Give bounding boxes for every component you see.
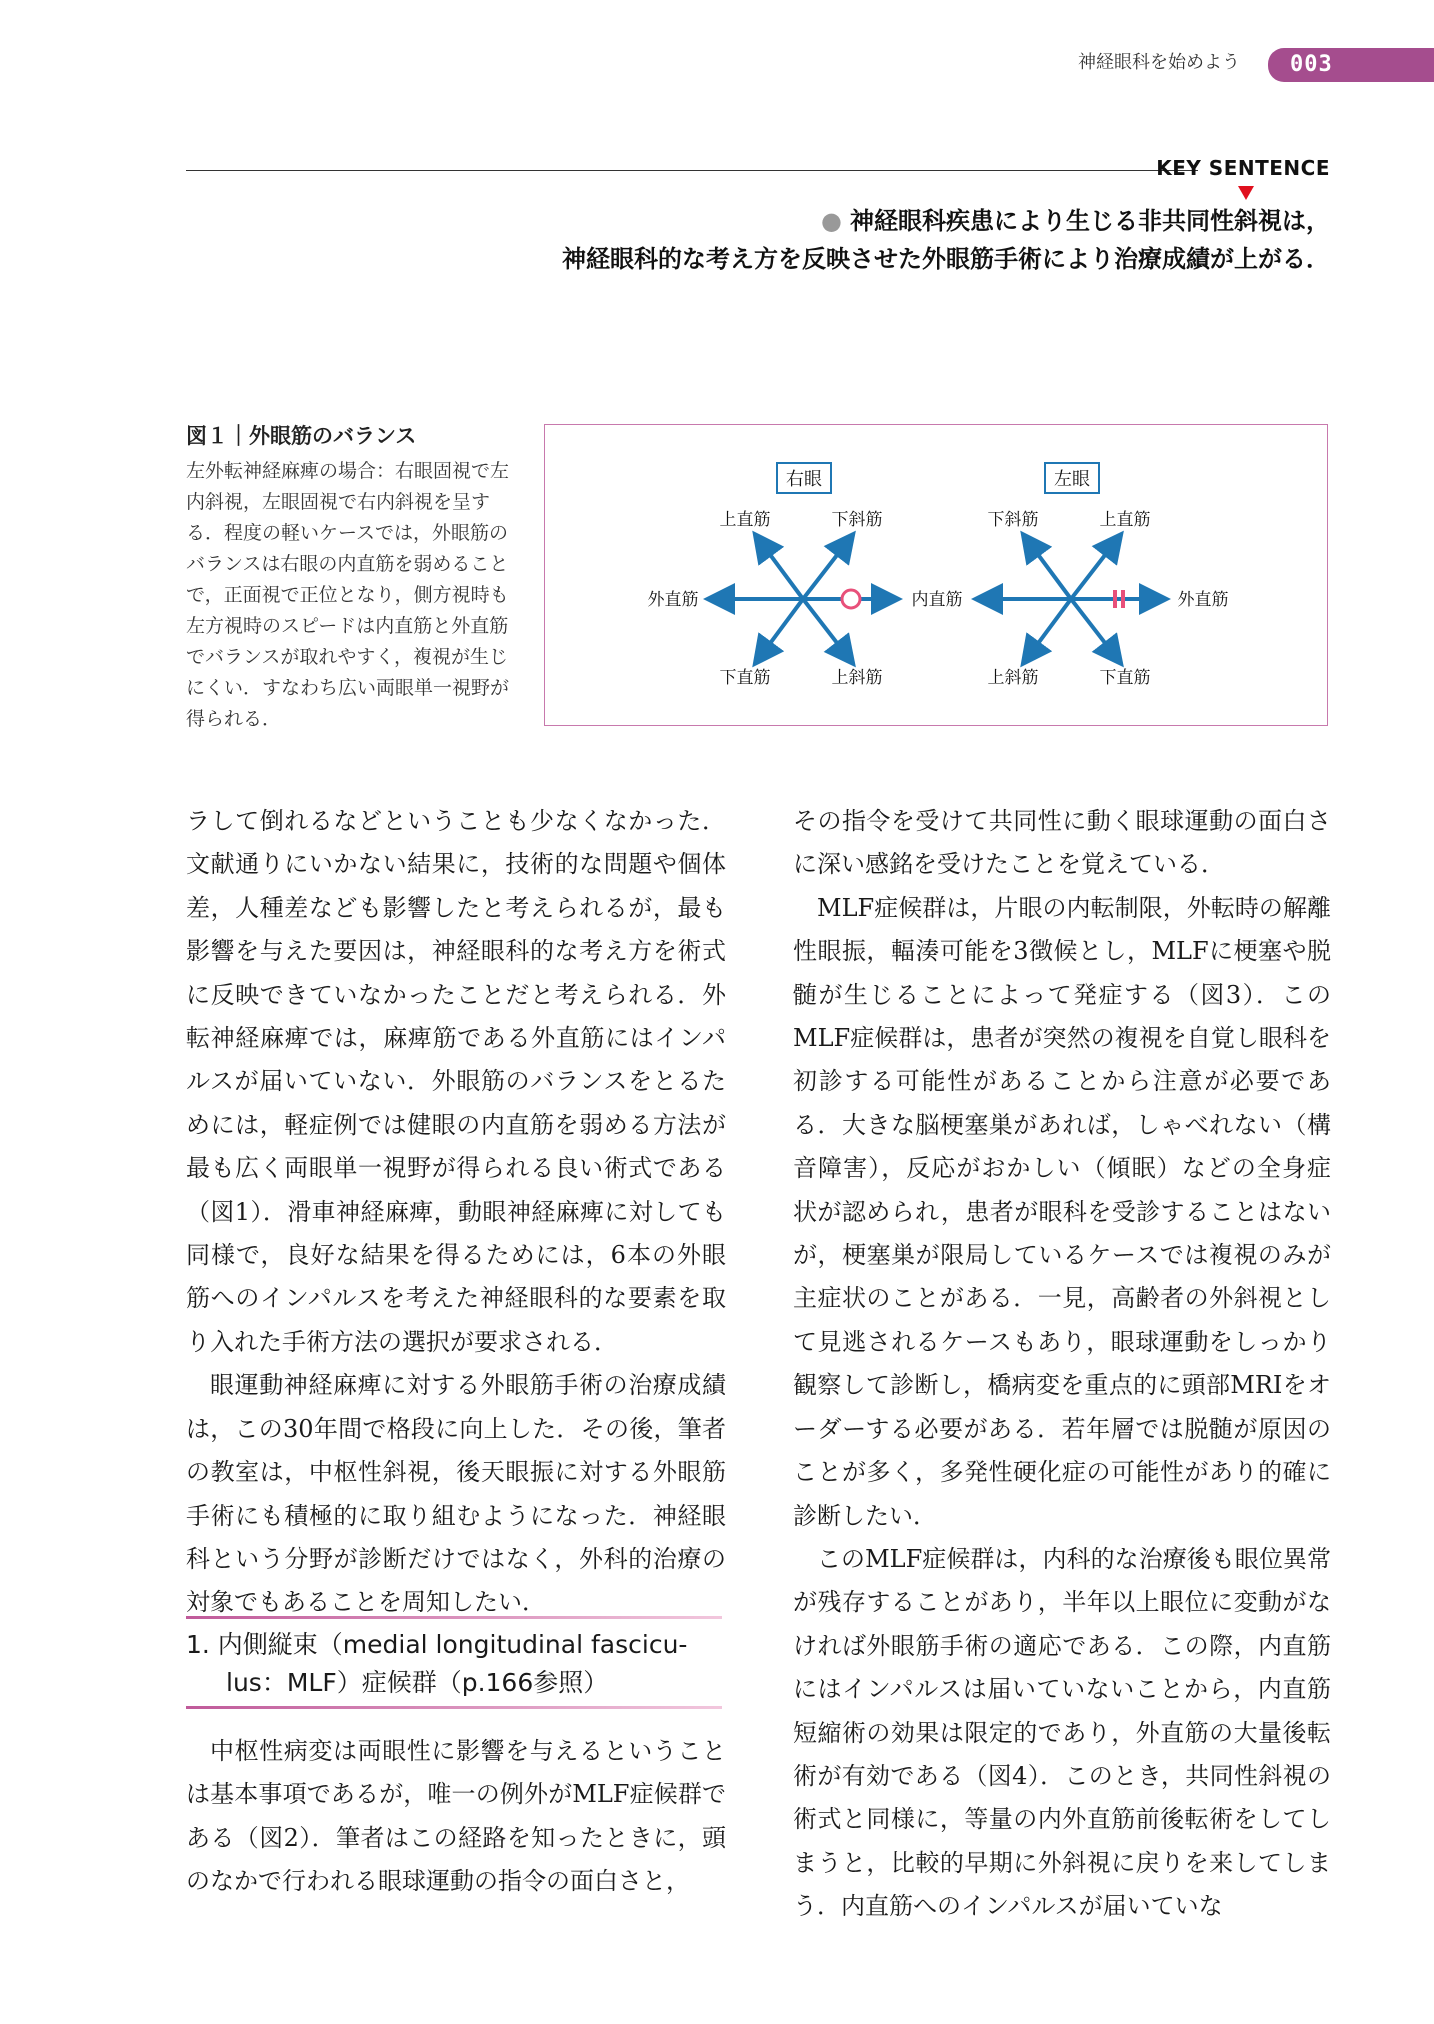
bullet-icon: ● xyxy=(821,207,842,235)
body-paragraph: MLF症候群は，片眼の内転制限，外転時の解離性眼振，輻湊可能を3徴候とし，MLFに梗塞や脱髄が生じることによって発症する（図3）．このMLF症候群は，患者が突然の複視を自覚し眼科を初診する可能性があることから注意が必要である．大きな脳梗塞巣があれば，しゃべれない（構音障害），反応がおかしい（傾眠）などの全身症状が認められ，患者が眼科を受診することはないが，梗塞巣が限局しているケースでは複視のみが主症状のことがある．一見，高齢者の外斜視として見逃されるケースもあり，眼球運動をしっかり観察して診断し，橋病変を重点的に頭部MRIをオーダーする必要がある．若年層では脱髄が原因のことが多く，多発性硬化症の可能性があり的確に診断したい． xyxy=(793,893,1331,1530)
left-superior-rectus-arrow xyxy=(1071,537,1119,599)
figure-title: 図１｜外眼筋のバランス xyxy=(186,424,417,448)
left-superior-oblique-arrow xyxy=(1025,599,1071,661)
body-paragraph: 中枢性病変は両眼性に影響を与えるということは基本事項であるが，唯一の例外がMLF症候群である（図2）．筆者はこの経路を知ったときに，頭のなかで行われる眼球運動の指令の面白さと， xyxy=(186,1737,726,1896)
section-heading-rule-bottom xyxy=(186,1706,722,1709)
section-heading-line1: 1. 内側縦束（medial longitudinal fascicu- xyxy=(186,1630,688,1659)
section-heading-line2: lus：MLF）症候群（p.166参照） xyxy=(226,1668,609,1697)
key-sentence-label: KEY SENTENCE xyxy=(1156,156,1330,180)
right-upper-left-label: 上直筋 xyxy=(719,510,771,530)
weakened-medial-rectus-mark xyxy=(842,590,860,608)
body-column-left xyxy=(186,800,726,1625)
figure-diagram xyxy=(544,424,1328,726)
left-right-label: 外直筋 xyxy=(1177,590,1229,610)
left-lower-left-label: 上斜筋 xyxy=(987,668,1039,688)
right-right-label: 内直筋 xyxy=(911,590,963,610)
figure-caption xyxy=(186,420,526,735)
key-sentence-line1: 神経眼科疾患により生じる非共同性斜視は， xyxy=(850,207,1330,235)
right-superior-rectus-arrow xyxy=(757,537,803,599)
body-paragraph: このMLF症候群は，内科的な治療後も眼位異常が残存することがあり，半年以上眼位に変動がなければ外眼筋手術の適応である．この際，内直筋にはインパルスは届いていないことから，内直筋短縮術の効果は限定的であり，外直筋の大量後転術が有効である（図4）．このとき，共同性斜視の術式と同様に，等量の内外直筋前後転術をしてしまうと，比較的早期に外斜視に戻りを来してしまう．内直筋へのインパルスが届いていな xyxy=(793,1544,1331,1921)
body-paragraph: その指令を受けて共同性に動く眼球運動の面白さに深い感銘を受けたことを覚えている． xyxy=(793,807,1331,879)
body-column-left-lower xyxy=(186,1730,726,1904)
key-sentence-line2: 神経眼科的な考え方を反映させた外眼筋手術により治療成績が上がる． xyxy=(562,245,1330,273)
right-inferior-oblique-arrow xyxy=(803,537,851,599)
figure-description: 左外転神経麻痺の場合：右眼固視で左内斜視，左眼固視で右内斜視を呈する．程度の軽いケースでは，外眼筋のバランスは右眼の内直筋を弱めることで，正面視で正位となり，側方視時も左方視時のスピードは内直筋と外直筋でバランスが取れやすく，複視が生じにくい．すなわち広い両眼単一視野が得られる． xyxy=(186,460,510,730)
left-eye-label: 左眼 xyxy=(1054,469,1090,490)
left-upper-right-label: 上直筋 xyxy=(1099,510,1151,530)
muscle-balance-diagram xyxy=(545,425,1329,727)
right-inferior-rectus-arrow xyxy=(757,599,803,661)
right-lower-left-label: 下直筋 xyxy=(719,668,771,688)
right-lower-right-label: 上斜筋 xyxy=(831,668,883,688)
left-lower-right-label: 下直筋 xyxy=(1099,668,1151,688)
left-upper-left-label: 下斜筋 xyxy=(987,510,1039,530)
key-sentence-rule xyxy=(186,170,1198,171)
left-inferior-rectus-arrow xyxy=(1071,599,1119,661)
right-superior-oblique-arrow xyxy=(803,599,851,661)
key-sentence-text xyxy=(480,202,1330,278)
section-heading-rule-top xyxy=(186,1616,722,1619)
section-heading xyxy=(186,1626,722,1702)
running-header-title: 神経眼科を始めよう xyxy=(1078,52,1240,73)
right-upper-right-label: 下斜筋 xyxy=(831,510,883,530)
right-left-label: 外直筋 xyxy=(647,590,699,610)
body-paragraph: 眼運動神経麻痺に対する外眼筋手術の治療成績は，この30年間で格段に向上した．その後，筆者の教室は，中枢性斜視，後天眼振に対する外眼筋手術にも積極的に取り組むようになった．神経眼科という分野が診断だけではなく，外科的治療の対象でもあることを周知したい． xyxy=(186,1371,726,1617)
left-inferior-oblique-arrow xyxy=(1025,537,1071,599)
body-column-right xyxy=(793,800,1331,1929)
page-number: 003 xyxy=(1290,52,1333,77)
right-eye-label: 右眼 xyxy=(786,469,822,490)
page-number-tab xyxy=(1268,48,1434,82)
key-sentence-arrow-icon xyxy=(1238,186,1254,202)
body-paragraph: ラして倒れるなどということも少なくなかった．文献通りにいかない結果に，技術的な問題や個体差，人種差なども影響したと考えられるが，最も影響を与えた要因は，神経眼科的な考え方を術式に反映できていなかったことだと考えられる．外転神経麻痺では，麻痺筋である外直筋にはインパルスが届いていない．外眼筋のバランスをとるためには，軽症例では健眼の内直筋を弱める方法が最も広く両眼単一視野が得られる良い術式である（図1）．滑車神経麻痺，動眼神経麻痺に対しても同様で，良好な結果を得るためには，6本の外眼筋へのインパルスを考えた神経眼科的な要素を取り入れた手術方法の選択が要求される． xyxy=(186,807,726,1356)
